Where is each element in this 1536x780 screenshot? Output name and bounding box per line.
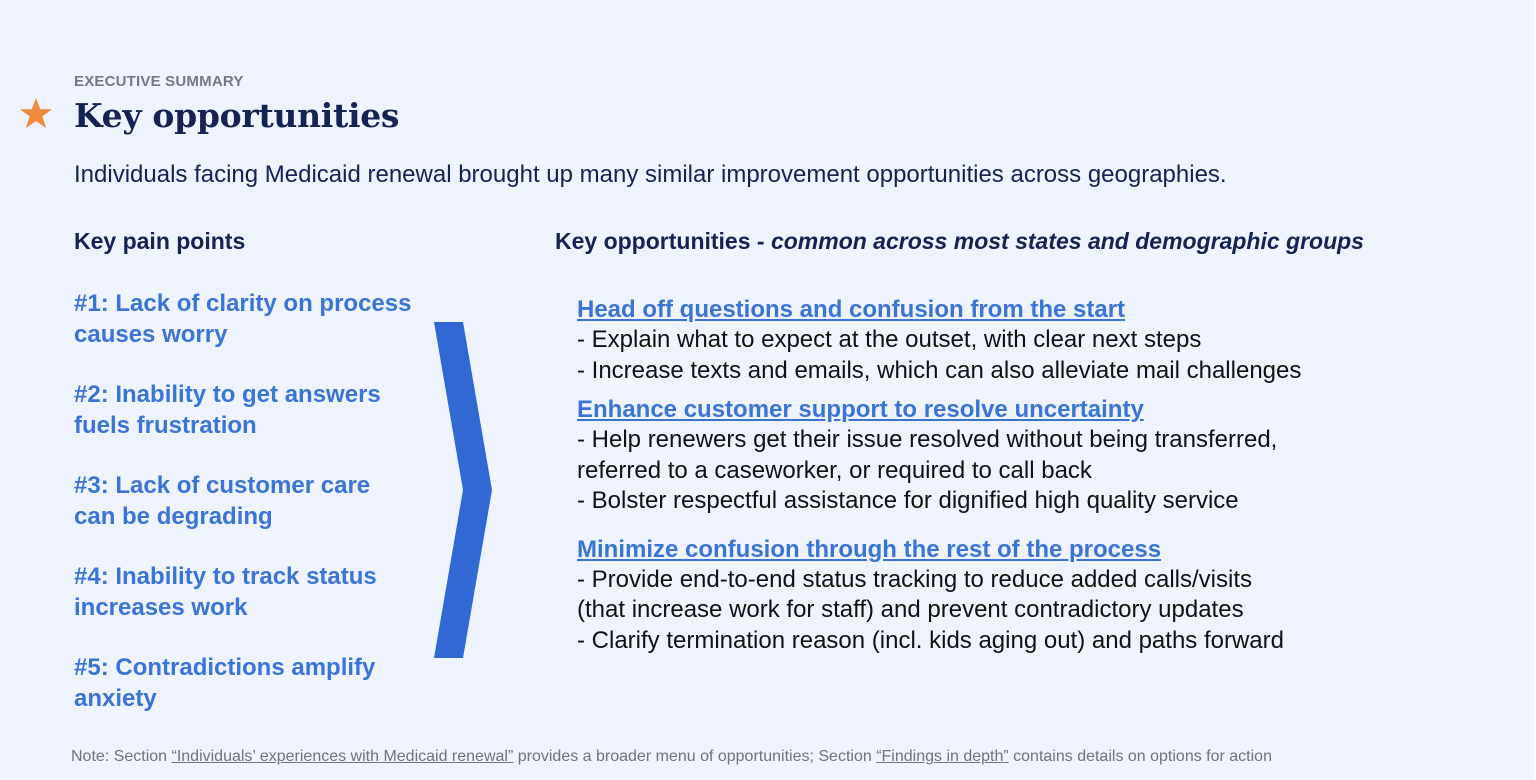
- footnote-middle: provides a broader menu of opportunities; Section: [513, 748, 877, 765]
- opportunity-line: - Increase texts and emails, which can also alleviate mail challenges: [577, 356, 1302, 384]
- opportunity-line: referred to a caseworker, or required to call back: [577, 456, 1092, 484]
- section-eyebrow: EXECUTIVE SUMMARY: [74, 73, 244, 90]
- opportunities-list: [577, 295, 1507, 665]
- footnote-link-individuals-experiences[interactable]: “Individuals’ experiences with Medicaid renewal”: [171, 748, 514, 765]
- footnote: [71, 748, 1272, 766]
- pain-point-3: #3: Lack of customer care can be degrading: [74, 472, 371, 530]
- pain-points-list: [74, 289, 414, 744]
- opportunity-line: - Help renewers get their issue resolved without being transferred,: [577, 426, 1278, 453]
- footnote-prefix: Note: Section: [71, 748, 172, 765]
- opportunities-heading-emphasis: common across most states and demographic groups: [770, 228, 1364, 254]
- opportunity-group-3: [577, 535, 1507, 657]
- pain-point-1: #1: Lack of clarity on process causes worry: [74, 290, 412, 348]
- opportunities-heading-text: Key opportunities -: [555, 228, 771, 254]
- opportunity-title-3[interactable]: Minimize confusion through the rest of the process: [577, 535, 1162, 563]
- pain-points-heading: Key pain points: [74, 228, 246, 254]
- opportunity-group-1: [577, 295, 1507, 386]
- star-icon: [18, 96, 54, 132]
- pain-point-5: #5: Contradictions amplify anxiety: [74, 654, 376, 712]
- pain-point-4: #4: Inability to track status increases work: [74, 563, 377, 621]
- opportunity-title-1[interactable]: Head off questions and confusion from the start: [577, 296, 1126, 323]
- footnote-link-findings-in-depth[interactable]: “Findings in depth”: [876, 748, 1009, 765]
- footnote-suffix: contains details on options for action: [1008, 748, 1272, 765]
- opportunity-line: - Explain what to expect at the outset, with clear next steps: [577, 326, 1202, 353]
- opportunity-line: - Clarify termination reason (incl. kids aging out) and paths forward: [577, 626, 1284, 654]
- opportunity-title-2[interactable]: Enhance customer support to resolve uncertainty: [577, 396, 1144, 423]
- opportunity-line: (that increase work for staff) and prevent contradictory updates: [577, 596, 1244, 623]
- pain-point-2: #2: Inability to get answers fuels frustration: [74, 381, 381, 439]
- page-subtitle: Individuals facing Medicaid renewal brought up many similar improvement opportunities across geographies.: [74, 161, 1227, 188]
- page-title: Key opportunities: [74, 96, 400, 135]
- opportunity-line: - Bolster respectful assistance for dignified high quality service: [577, 487, 1239, 514]
- opportunity-group-2: [577, 395, 1507, 517]
- chevron-right-icon: [432, 322, 494, 658]
- opportunities-heading: [555, 228, 1364, 255]
- opportunity-line: - Provide end-to-end status tracking to reduce added calls/visits: [577, 565, 1253, 593]
